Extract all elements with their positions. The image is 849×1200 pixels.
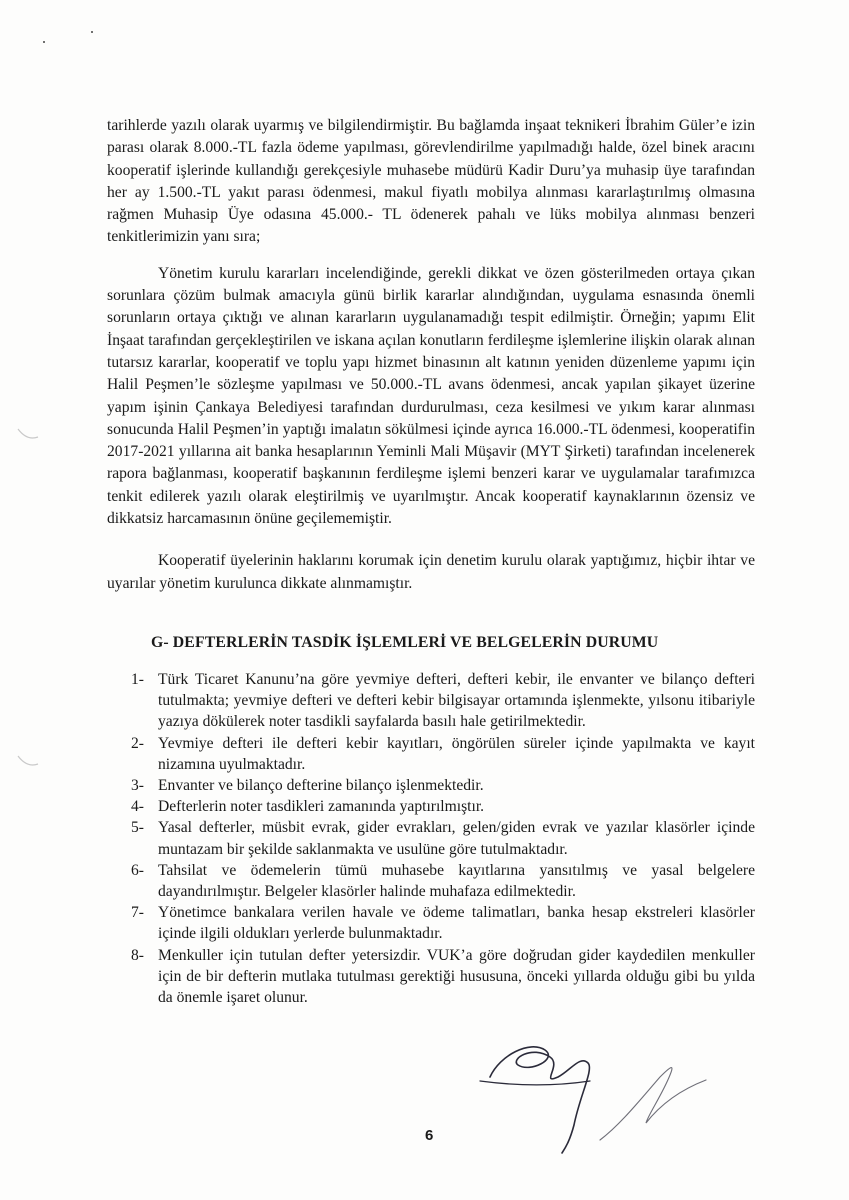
list-item-number: 1- bbox=[131, 670, 144, 688]
list-item bbox=[131, 860, 755, 902]
list-item-number: 5- bbox=[131, 819, 144, 837]
list-item-text: Yevmiye defteri ile defteri kebir kayıtları, öngörülen süreler içinde yapılmakta ve kayıt nizamına uyulmaktadır. bbox=[158, 734, 755, 773]
list-item-number: 4- bbox=[131, 798, 144, 816]
scan-speck bbox=[91, 31, 93, 33]
list-item-number: 7- bbox=[131, 904, 144, 922]
list-item bbox=[131, 669, 755, 733]
paragraph-member-rights: Kooperatif üyelerinin haklarını korumak için denetim kurulu olarak yaptığımız, hiçbir ihtar ve uyarılar yönetim kurulunca dikkate alınmamıştır. bbox=[107, 552, 755, 592]
list-item bbox=[131, 902, 755, 944]
handwritten-signature bbox=[470, 1015, 710, 1155]
list-item-text: Türk Ticaret Kanunu’na göre yevmiye defteri, defteri kebir, ile envanter ve bilanço defteri tutulmakta; yevmiye defteri ve defteri kebir bilgisayar ortamında işlenmekte, yılsonu itibariyle yazıya dökülerek noter tasdikli sayfalarda basılı hale getirilmektedir. bbox=[158, 670, 755, 731]
ledger-status-list bbox=[131, 669, 755, 1008]
paragraph-board-decisions: Yönetim kurulu kararları incelendiğinde, gerekli dikkat ve özen gösterilmeden ortaya çıkan sorunlara çözüm bulmak amacıyla günü birlik kararlar alındığından, uygulama esnasında önemli sorunların ortaya çıktığı ve alınan kararların uygulanamadığı tespit edilmiştir. Örneğin; yapımı Elit İnşaat tarafından gerçekleştirilen ve iskana açılan konutların ferdileşme işlemlerine ilişkin olarak alınan tutarsız kararlar, kooperatif ve toplu yapı hizmet binasının alt katının yeniden düzenleme yapımı için Halil Peşmen’le sözleşme yapılması ve 50.000.-TL avans ödenmesi, ancak yapılan şikayet üzerine yapım işinin Çankaya Belediyesi tarafından durdurulması, ceza kesilmesi ve yıkım karar alınması sonucunda Halil Peşmen’in yaptığı imalatın sökülmesi içinde ayrıca 16.000.-TL ödenmesi, kooperatifin 2017-2021 yıllarına ait banka hesaplarının Yeminli Mali Müşavir (MYT Şirketi) tarafından incelenerek rapora bağlanması, kooperatif başkanının ferdileşme işlemi benzeri karar ve uygulamalar tarafımızca tenkit edilerek yazılı olarak eleştirilmiş ve uyarılmıştır. Ancak kooperatif kaynaklarının özensiz ve dikkatsiz harcamasının önüne geçilememiştir. bbox=[107, 264, 755, 528]
list-item bbox=[131, 796, 755, 817]
punch-hole-mark bbox=[15, 425, 41, 445]
list-item-text: Yönetimce bankalara verilen havale ve ödeme talimatları, banka hesap ekstreleri klasörler içinde ilgili oldukları yerlerde bulunmaktadır. bbox=[158, 904, 755, 943]
list-item-text: Tahsilat ve ödemelerin tümü muhasebe kayıtlarına yansıtılmış ve yasal belgelere dayandırılmıştır. Belgeler klasörler halinde muhafaza edilmektedir. bbox=[158, 861, 755, 900]
document-body bbox=[107, 115, 755, 1008]
list-item-text: Envanter ve bilanço defterine bilanço işlenmektedir. bbox=[158, 776, 484, 794]
list-item bbox=[131, 733, 755, 775]
list-item-text: Yasal defterler, müsbit evrak, gider evrakları, gelen/giden evrak ve yazılar klasörler içinde muntazam bir şekilde saklanmakta ve usulüne göre tutulmaktadır. bbox=[158, 819, 755, 858]
punch-hole-mark bbox=[15, 752, 41, 772]
list-item-number: 6- bbox=[131, 861, 144, 879]
list-item bbox=[131, 775, 755, 796]
page-number: 6 bbox=[425, 1127, 434, 1144]
list-item-number: 3- bbox=[131, 776, 144, 794]
list-item-number: 2- bbox=[131, 734, 144, 752]
list-item bbox=[131, 817, 755, 859]
scan-speck bbox=[43, 41, 45, 43]
list-item-text: Menkuller için tutulan defter yetersizdir. VUK’a göre doğrudan gider kaydedilen menkuller için de bir defterin mutlaka tutulması gerektiği hususuna, önceki yıllarda olduğu gibi bu yılda da önemle işaret olunur. bbox=[158, 946, 755, 1006]
section-title: G- DEFTERLERİN TASDİK İŞLEMLERİ VE BELGELERİN DURUMU bbox=[151, 633, 659, 651]
list-item bbox=[131, 945, 755, 1009]
list-item-text: Defterlerin noter tasdikleri zamanında yaptırılmıştır. bbox=[158, 798, 485, 816]
list-item-number: 8- bbox=[131, 946, 144, 964]
paragraph-continuation: tarihlerde yazılı olarak uyarmış ve bilgilendirmiştir. Bu bağlamda inşaat teknikeri İbrahim Güler’e izin parası olarak 8.000.-TL fazla ödeme yapılması, görevlendirilme yapılmadığı halde, özel binek aracını kooperatif işlerinde kullandığı gerekçesiyle muhasebe müdürü Kadir Duru’ya muhasip üye tarafından her ay 1.500.-TL yakıt parası ödenmesi, makul fiyatlı mobilya alınması kararlaştırılmış olmasına rağmen Muhasip Üye odasına 45.000.- TL ödenerek pahalı ve lüks mobilya alınması benzeri tenkitlerimizin yanı sıra; bbox=[107, 117, 755, 246]
